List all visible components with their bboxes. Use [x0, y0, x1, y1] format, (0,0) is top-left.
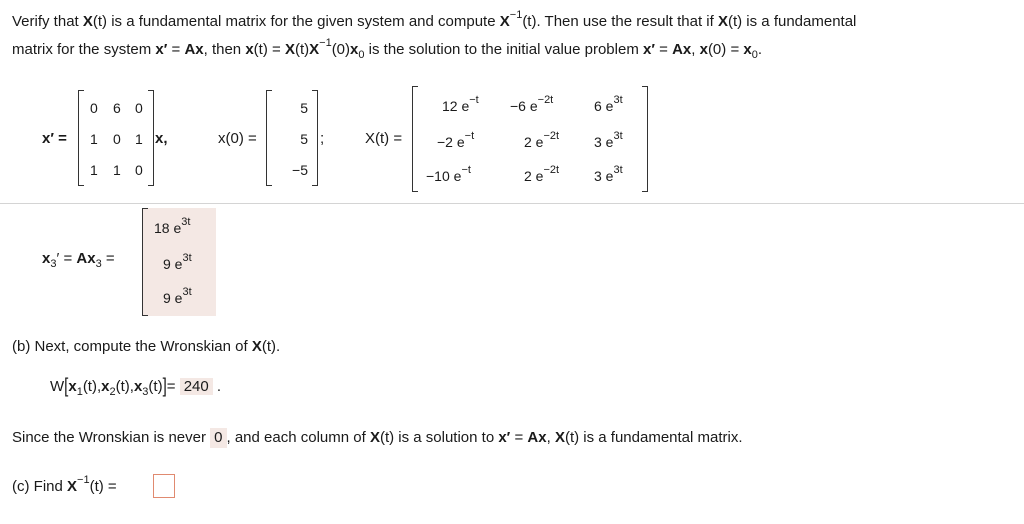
matrix-cell: −10 $e^{-t}$ — [426, 164, 471, 184]
bold-X: X — [309, 41, 320, 58]
part-b-prompt: (b) Next, compute the Wronskian of X(t). — [12, 338, 281, 355]
bold-x: x — [245, 41, 254, 58]
bold-X: X — [82, 13, 93, 30]
matrix-cell: 6 — [113, 100, 121, 116]
subscript: 0 — [751, 49, 758, 61]
text: (t) is a fundamental — [727, 13, 857, 30]
matrix-cell: 1 — [90, 162, 98, 178]
text: Verify that — [12, 13, 83, 30]
matrix-cell: 3 $e^{3t}$ — [594, 164, 623, 184]
bold-x0: x — [743, 41, 752, 58]
text: . — [757, 41, 763, 58]
inverse-answer-input[interactable] — [153, 474, 175, 498]
text: , then — [203, 41, 246, 58]
text: (t) — [294, 41, 310, 58]
matrix-cell: 6 $e^{3t}$ — [594, 94, 623, 114]
bold-X: X — [499, 13, 510, 30]
bold-Ax: Ax — [184, 41, 204, 58]
vector-cell: 9 $e^{3t}$ — [163, 286, 192, 306]
matrix-cell: 0 — [113, 131, 121, 147]
vector-cell: 5 — [300, 131, 308, 147]
matrix-cell: 1 — [90, 131, 98, 147]
bold-x-prime: x′ — [643, 41, 655, 58]
wronskian-answer: 240 — [180, 378, 213, 395]
conclusion-line: Since the Wronskian is never 0 , and each column of X(t) is a solution to x′ = Ax, X(t) is a fundamental matrix. — [12, 429, 743, 446]
problem-line-1 — [12, 9, 857, 32]
text: (0) — [331, 41, 351, 58]
vector-cell: 18 $e^{3t}$ — [154, 216, 191, 236]
x3-answer-vector — [142, 208, 216, 316]
subscript: 0 — [358, 49, 365, 61]
problem-line-2 — [12, 37, 763, 61]
inverse-superscript: −1 — [509, 9, 523, 21]
x3-label: $x_3' = Ax_3$ = — [42, 250, 115, 270]
x0-label: x(0) = — [218, 130, 257, 147]
bold-x-prime: x′ — [155, 41, 168, 58]
text: (t) = — [253, 41, 285, 58]
separator: ; — [320, 130, 325, 147]
matrix-cell: 1 — [113, 162, 121, 178]
matrix-cell: 2 $e^{-2t}$ — [524, 130, 560, 150]
matrix-cell: 12 $e^{-t}$ — [442, 94, 479, 114]
matrix-cell: 0 — [135, 162, 143, 178]
text: = — [654, 41, 673, 58]
text: is the solution to the initial value problem — [364, 41, 643, 58]
text: (t) is a fundamental matrix for the given system and compute — [92, 13, 500, 30]
vector-x0 — [266, 90, 318, 186]
matrix-cell: 1 — [135, 131, 143, 147]
bold-x0: x — [350, 41, 359, 58]
system-lhs: x′ = — [42, 130, 67, 147]
text: , — [691, 41, 700, 58]
bold-Ax: Ax — [672, 41, 692, 58]
text: = — [167, 41, 185, 58]
bold-X: X — [284, 41, 295, 58]
inverse-superscript: −1 — [319, 37, 332, 49]
matrix-cell: 2 $e^{-2t}$ — [524, 164, 560, 184]
Xt-label: X(t) = — [365, 130, 403, 147]
bold-X: X — [717, 13, 728, 30]
bold-x: x — [699, 41, 708, 58]
matrix-cell: −2 $e^{-t}$ — [437, 130, 475, 150]
part-c-prompt: (c) Find $X^{-1}(t)$ = — [12, 474, 117, 495]
text: (0) = — [707, 41, 744, 58]
text: matrix for the system — [12, 41, 156, 58]
matrix-X — [412, 86, 648, 192]
vector-cell: 5 — [300, 100, 308, 116]
matrix-cell: 3 $e^{3t}$ — [594, 130, 623, 150]
matrix-cell: 0 — [90, 100, 98, 116]
matrix-A — [78, 90, 154, 186]
zero-answer: 0 — [210, 428, 226, 448]
vector-cell: 9 $e^{3t}$ — [163, 252, 192, 272]
matrix-cell: −6 $e^{-2t}$ — [510, 94, 554, 114]
text: (t). Then use the result that if — [522, 13, 718, 30]
wronskian-line: $W[x_1(t),x_2(t),x_3(t)]= 240$ . — [50, 375, 222, 398]
section-divider — [0, 203, 1024, 204]
system-rhs: x, — [155, 130, 168, 147]
matrix-cell: 0 — [135, 100, 143, 116]
vector-cell: −5 — [292, 162, 308, 178]
